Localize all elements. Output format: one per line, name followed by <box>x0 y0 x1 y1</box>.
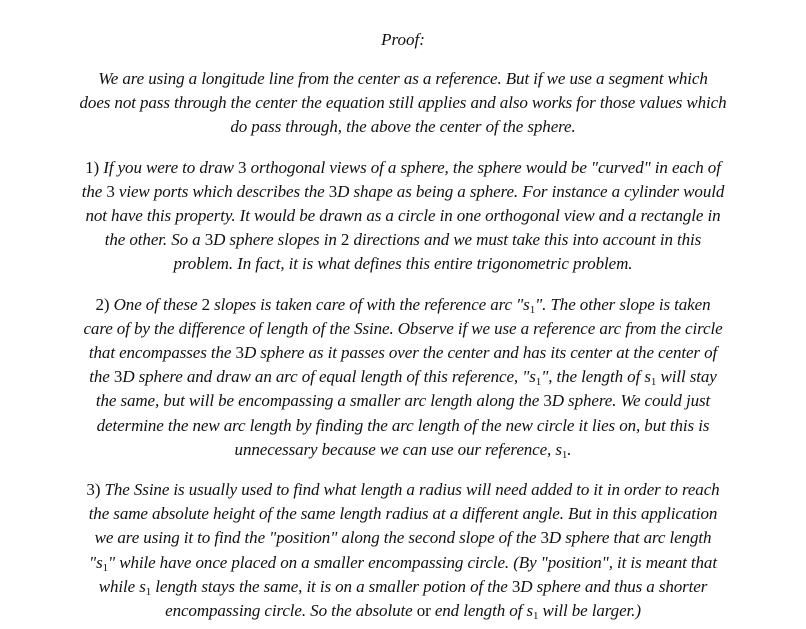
text-line <box>0 67 806 91</box>
text-line <box>0 317 806 341</box>
upright-text: 3) <box>86 480 105 500</box>
text-line <box>0 293 806 317</box>
text-run: do pass through, the above the center of the sphere. <box>230 117 576 137</box>
text-run: will be larger.) <box>538 601 641 621</box>
text-run: slopes is taken care of with the reference arc " <box>209 294 524 314</box>
text-run: that encompasses the <box>88 343 236 363</box>
text-line <box>0 228 806 252</box>
text-run: The Ssine is usually used to find what length a radius will need added to it in order to reach <box>104 480 720 500</box>
text-run: the other. So a <box>104 230 205 250</box>
text-line <box>0 252 806 276</box>
upright-text: 2) <box>95 294 114 314</box>
text-line <box>0 341 806 365</box>
math-symbol: $s_1$ <box>139 576 152 598</box>
text-line <box>0 389 806 413</box>
upright-text: 2 <box>340 230 350 250</box>
text-line <box>0 180 806 204</box>
text-line <box>0 115 806 139</box>
text-run: the <box>81 181 107 201</box>
text-run: care of by the difference of length of the Ssine. Observe if we use a reference arc from the circle <box>83 318 723 338</box>
upright-text: 3 <box>113 367 123 387</box>
text-line <box>0 156 806 180</box>
text-run: directions and we must take this into account in this <box>349 230 702 250</box>
text-run: D sphere and thus a shorter <box>520 576 708 596</box>
text-run: view ports which describes the <box>114 181 329 201</box>
text-line <box>0 438 806 462</box>
upright-text: 3 <box>238 157 247 177</box>
upright-text: or <box>416 601 431 621</box>
upright-text: 3 <box>511 576 521 596</box>
upright-text: 3 <box>204 230 214 250</box>
upright-text: 1) <box>85 157 104 177</box>
text-run: If you were to draw <box>103 157 239 177</box>
text-run: ", the length of <box>541 367 645 387</box>
upright-text: 3 <box>328 181 338 201</box>
text-run: encompassing circle. So the absolute <box>165 601 417 621</box>
upright-text: 3 <box>106 181 115 201</box>
text-line <box>0 599 806 623</box>
text-run: D sphere slopes in <box>213 230 341 250</box>
text-line <box>0 526 806 550</box>
text-run: the same, but will be encompassing a smaller arc length along the <box>95 391 544 411</box>
math-symbol: $s_1$ <box>529 367 542 389</box>
math-symbol: $s_1$ <box>526 601 539 623</box>
paragraph-3 <box>0 293 806 462</box>
text-run: D shape as being a sphere. For instance a cylinder would <box>337 181 725 201</box>
text-run: D sphere and draw an arc of equal length of this reference, " <box>122 367 530 387</box>
math-symbol: $s_1$ <box>96 552 109 574</box>
text-line <box>0 551 806 575</box>
upright-text: 3 <box>543 391 552 411</box>
text-run: while <box>98 576 140 596</box>
paragraph-1 <box>0 67 806 140</box>
text-run: " <box>89 552 97 572</box>
text-run: . <box>567 439 572 459</box>
text-line <box>0 478 806 502</box>
math-symbol: $s_1$ <box>644 367 657 389</box>
text-run: the same absolute height of the same length radius at a different angle. But in this application <box>88 504 718 524</box>
upright-text: 3 <box>235 343 244 363</box>
text-run: D sphere that arc length <box>548 528 712 548</box>
text-run: will stay <box>656 367 717 387</box>
text-line <box>0 91 806 115</box>
text-line <box>0 365 806 389</box>
text-run: unnecessary because we can use our reference, <box>234 439 556 459</box>
upright-text: 3 <box>540 528 549 548</box>
text-run: One of these <box>113 294 202 314</box>
paragraph-4 <box>0 478 806 623</box>
text-run: ". The other slope is taken <box>535 294 711 314</box>
text-run: D sphere as it passes over the center and has its center at the center of <box>243 343 718 363</box>
text-run: We are using a longitude line from the center as a reference. But if we use a segment which <box>98 69 708 88</box>
text-run: we are using it to find the "position" along the second slope of the <box>94 528 541 548</box>
text-line <box>0 204 806 228</box>
text-run: the <box>89 367 114 387</box>
text-line <box>0 502 806 526</box>
text-run: orthogonal views of a sphere, the sphere would be "curved" in each of <box>246 157 721 177</box>
text-run: determine the new arc length by finding the arc length of the new circle it lies on, but this is <box>96 415 710 435</box>
text-line <box>0 414 806 438</box>
text-run: end length of <box>430 601 527 621</box>
proof-body <box>0 67 806 623</box>
text-run: does not pass through the center the equation still applies and also works for those values which <box>79 93 727 113</box>
math-symbol: $s_1$ <box>523 294 536 316</box>
text-run: not have this property. It would be drawn as a circle in one orthogonal view and a rectangle in <box>85 206 721 226</box>
text-run: length stays the same, it is on a smaller potion of the <box>151 576 512 596</box>
text-run: " while have once placed on a smaller encompassing circle. (By "position", it is meant that <box>108 552 717 572</box>
math-symbol: $s_1$ <box>555 439 568 461</box>
proof-title: Proof: <box>381 30 425 49</box>
text-run: problem. In fact, it is what defines this entire trigonometric problem. <box>173 254 633 274</box>
paragraph-2 <box>0 156 806 277</box>
text-run: D sphere. We could just <box>551 391 711 411</box>
upright-text: 2 <box>201 294 210 314</box>
text-line <box>0 575 806 599</box>
